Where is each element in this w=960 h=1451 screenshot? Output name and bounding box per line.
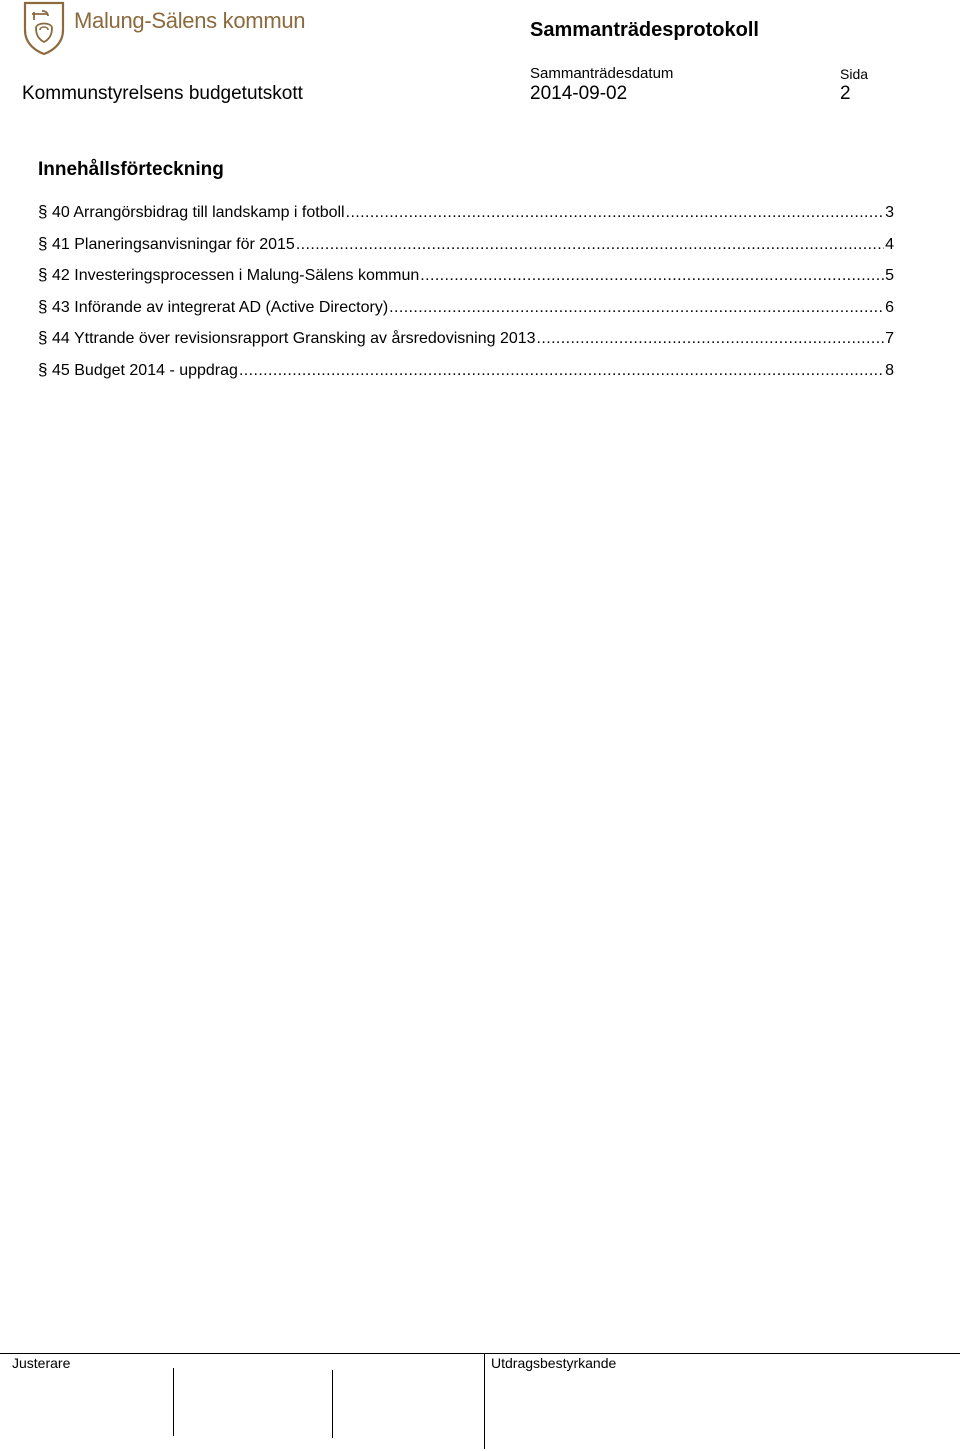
page-label: Sida (840, 66, 869, 82)
document-title: Sammanträdesprotokoll (530, 19, 759, 41)
municipality-logo (22, 0, 305, 56)
table-of-contents (38, 202, 894, 392)
toc-entry-page: 8 (885, 361, 894, 379)
section-symbol: § (38, 359, 48, 379)
toc-entry-page: 7 (885, 330, 894, 348)
section-symbol: § (38, 202, 48, 221)
toc-entry[interactable] (38, 360, 894, 392)
dot-leader (420, 267, 884, 285)
toc-entry-title: 40 Arrangörsbidrag till landskamp i fotboll (52, 204, 345, 221)
toc-entry-title: 45 Budget 2014 - uppdrag (52, 361, 238, 379)
section-symbol: § (38, 233, 48, 253)
toc-entry[interactable] (38, 328, 894, 360)
dot-leader (537, 330, 885, 348)
toc-entry[interactable] (38, 234, 894, 266)
logo-text: Malung-Sälens kommun (74, 8, 306, 33)
toc-entry-page: 6 (885, 298, 894, 316)
page-number: 2 (840, 83, 851, 104)
signature-box-divider (332, 1370, 333, 1438)
toc-entry-page: 4 (885, 235, 894, 253)
committee-name: Kommunstyrelsens budgetutskott (22, 83, 303, 104)
section-symbol: § (38, 328, 48, 348)
dot-leader (389, 299, 884, 317)
toc-entry[interactable] (38, 202, 894, 234)
toc-entry-title: 44 Yttrande över revisionsrapport Gransking av årsredovisning 2013 (52, 330, 536, 348)
date-label: Sammanträdesdatum (530, 65, 674, 82)
dot-leader (346, 204, 884, 222)
section-symbol: § (38, 265, 48, 285)
toc-entry-page: 3 (885, 204, 894, 221)
justerare-label: Justerare (12, 1355, 71, 1371)
dot-leader (296, 236, 884, 254)
toc-entry-title: 43 Införande av integrerat AD (Active Directory) (52, 298, 389, 316)
date-value: 2014-09-02 (530, 83, 628, 104)
footer-divider (0, 1353, 960, 1354)
coat-of-arms-icon (22, 0, 66, 56)
toc-entry[interactable] (38, 297, 894, 329)
toc-entry-page: 5 (885, 267, 894, 285)
dot-leader (239, 362, 884, 380)
toc-entry[interactable] (38, 265, 894, 297)
toc-heading: Innehållsförteckning (38, 159, 224, 180)
footer-column-divider (484, 1353, 485, 1449)
utdragsbestyrkande-label: Utdragsbestyrkande (491, 1355, 617, 1371)
signature-box-divider (173, 1368, 174, 1436)
toc-entry-title: 42 Investeringsprocessen i Malung-Sälens kommun (52, 267, 420, 285)
section-symbol: § (38, 296, 48, 316)
toc-entry-title: 41 Planeringsanvisningar för 2015 (52, 235, 295, 253)
